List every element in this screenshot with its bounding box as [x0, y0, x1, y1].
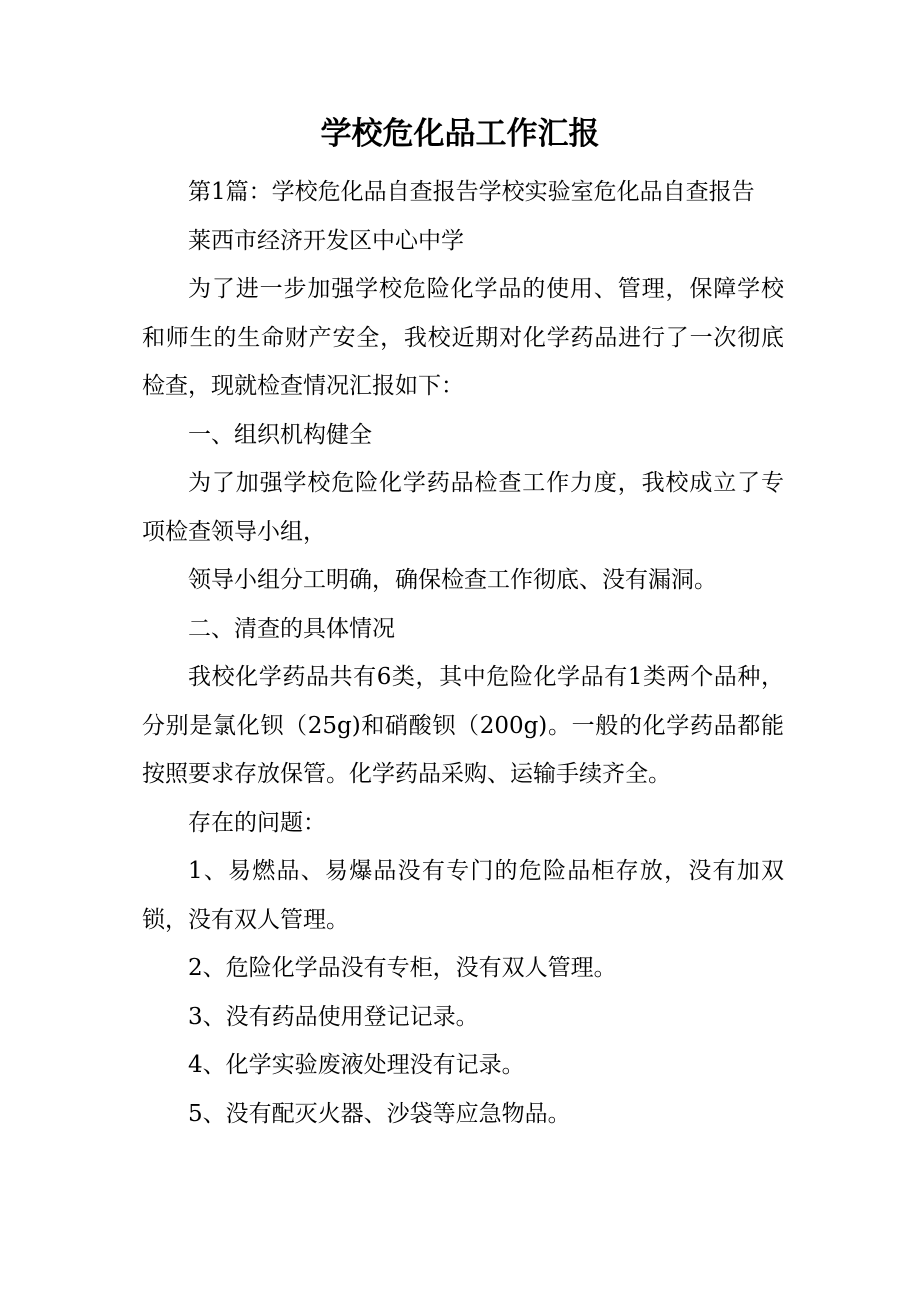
paragraph-inspection-details: 我校化学药品共有6类，其中危险化学品有1类两个品种，分别是氯化钡（25g)和硝酸钡（200g)。一般的化学药品都能按照要求存放保管。化学药品采购、运输手续齐全。 — [142, 664, 784, 787]
paragraph-school-name: 莱西市经济开发区中心中学 — [188, 227, 464, 254]
paragraph-heading-article: 第1篇：学校危化品自查报告学校实验室危化品自查报告 — [188, 179, 755, 205]
paragraph-intro: 为了进一步加强学校危险化学品的使用、管理，保障学校和师生的生命财产安全，我校近期对化学药品进行了一次彻底检查，现就检查情况汇报如下： — [142, 276, 784, 399]
problem-item: 5、没有配灭火器、沙袋等应急物品。 — [188, 1100, 571, 1127]
problem-item: 4、化学实验废液处理没有记录。 — [188, 1052, 525, 1078]
problem-item: 3、没有药品使用登记记录。 — [188, 1003, 479, 1030]
section-heading-inspection: 二、清查的具体情况 — [188, 615, 395, 642]
paragraph-leadership: 领导小组分工明确，确保检查工作彻底、没有漏洞。 — [188, 567, 717, 593]
document-title: 学校危化品工作汇报 — [320, 116, 600, 152]
problem-item: 1、易燃品、易爆品没有专门的危险品柜存放，没有加双锁，没有双人管理。 — [142, 858, 784, 933]
paragraph-problems-heading: 存在的问题： — [188, 809, 326, 836]
paragraph-organization: 为了加强学校危险化学药品检查工作力度，我校成立了专项检查领导小组， — [142, 470, 784, 545]
problem-item: 2、危险化学品没有专柜，没有双人管理。 — [188, 955, 617, 981]
section-heading-organization: 一、组织机构健全 — [188, 421, 372, 448]
document-body — [142, 168, 784, 1138]
